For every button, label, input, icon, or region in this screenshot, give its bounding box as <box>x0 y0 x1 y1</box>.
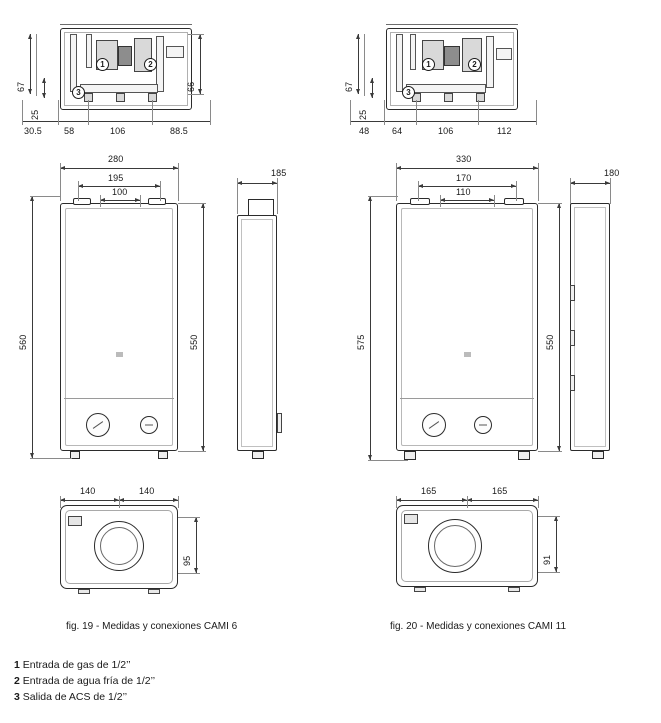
cami6-ext-560a <box>30 196 60 197</box>
legend-text: Salida de ACS de 1/2’’ <box>22 691 128 703</box>
cami6-plan-foot-b <box>148 589 160 594</box>
cami11-dimline-110 <box>440 200 494 201</box>
cami6-ext-185b <box>277 178 278 214</box>
cami11-pipe-b <box>410 34 416 70</box>
cami6-ext-140b <box>178 496 179 508</box>
cami11-dim-180: 180 <box>604 168 620 178</box>
cami6-callout-3: 3 <box>72 86 85 99</box>
cami6-arrow-25-bot <box>42 93 46 98</box>
cami11-dimline-165a <box>396 500 467 501</box>
cami6-ext-95a <box>178 517 200 518</box>
cami11-plan-left-detail <box>404 514 418 524</box>
legend <box>14 657 155 705</box>
cami6-side-tab <box>277 413 282 433</box>
cami6-ext-550a <box>178 203 206 204</box>
cami6-dimline-100 <box>100 200 140 201</box>
cami6-caption: fig. 19 - Medidas y conexiones CAMI 6 <box>66 621 238 632</box>
cami6-dim-58: 58 <box>64 126 75 136</box>
cami11-front-tophandle-right <box>504 198 524 205</box>
cami6-front-knob-left <box>86 413 110 437</box>
cami6-callout-1: 1 <box>96 58 109 71</box>
cami6-front-body <box>60 203 178 451</box>
cami11-callout-1: 1 <box>422 58 435 71</box>
cami6-side-flue <box>248 199 274 216</box>
cami11-callout-2: 2 <box>468 58 481 71</box>
cami6-ext-100b <box>140 195 141 207</box>
cami6-dim-140-right: 140 <box>139 486 155 496</box>
cami11-ext-110b <box>494 195 495 207</box>
cami11-ext-c4 <box>536 100 537 125</box>
cami11-ext-330b <box>538 163 539 201</box>
cami6-dimline-280 <box>60 168 178 169</box>
cami6-arrow-25-top <box>42 78 46 83</box>
cami11-arrow-25-t <box>370 78 374 83</box>
cami11-dim-575: 575 <box>356 334 366 350</box>
cami6-arrow-67-bot <box>28 89 32 94</box>
cami6-dim-95: 95 <box>182 555 192 566</box>
cami11-dimline-330 <box>396 168 538 169</box>
cami11-dimline-180 <box>570 183 610 184</box>
cami6-dim-66: 66 <box>186 81 196 92</box>
cami11-ext-550ra <box>538 203 562 204</box>
cami6-ext-c4 <box>210 100 211 125</box>
legend-number: 1 <box>14 659 20 671</box>
cami6-conn-2 <box>116 93 125 102</box>
cami6-front-badge <box>116 352 123 357</box>
cami6-front-foot-right <box>158 451 168 459</box>
cami6-front-tophandle-left <box>73 198 91 205</box>
cami6-dimline-66 <box>200 34 201 94</box>
cami6-ext-c1 <box>58 100 59 125</box>
cami11-front-panel-divider <box>400 398 534 399</box>
legend-text: Entrada de gas de 1/2’’ <box>22 659 131 671</box>
cami6-ext-140a <box>60 496 61 508</box>
cami11-dim-67: 67 <box>344 81 354 92</box>
cami11-dim-165-right: 165 <box>492 486 508 496</box>
cami11-ext-550rb <box>538 451 562 452</box>
cami6-dim-560: 560 <box>18 334 28 350</box>
legend-item <box>14 673 155 689</box>
cami6-dim-195: 195 <box>108 173 124 183</box>
cami6-dimline-560 <box>32 196 33 458</box>
cami6-dim-25: 25 <box>30 109 40 120</box>
cami6-dimline-140b <box>119 500 178 501</box>
cami11-dim-110: 110 <box>456 187 471 197</box>
cami6-ext-c3 <box>152 100 153 125</box>
cami6-dim-88-5: 88.5 <box>170 126 188 136</box>
cami11-dimchain <box>350 121 536 122</box>
cami6-ext-c2 <box>88 100 89 125</box>
cami11-ext-180a <box>570 178 571 204</box>
cami11-front-body <box>396 203 538 451</box>
cami11-ext-170a <box>418 181 419 201</box>
cami6-manifold <box>80 84 158 93</box>
cami6-side-inner <box>241 219 273 447</box>
cami6-ext-195a <box>78 181 79 201</box>
cami11-dim-106: 106 <box>438 126 454 136</box>
cami6-dimline-550 <box>203 203 204 451</box>
cami6-front-panel-divider <box>64 398 174 399</box>
cami6-block-b <box>118 46 132 66</box>
cami11-front-knob-right <box>474 416 492 434</box>
cami6-ext-h66b <box>188 94 204 95</box>
legend-item <box>14 657 155 673</box>
cami11-dim-330: 330 <box>456 154 472 164</box>
cami11-dim-112: 112 <box>497 126 512 136</box>
cami6-dim-140-left: 140 <box>80 486 96 496</box>
cami11-side-slot-c <box>570 375 575 391</box>
cami6-dim-185: 185 <box>271 168 287 178</box>
cami11-side-inner <box>574 207 606 447</box>
cami6-detail-topline <box>60 24 192 25</box>
cami6-front-knob-right <box>140 416 158 434</box>
cami6-ext-195b <box>160 181 161 201</box>
cami11-block-b <box>444 46 460 66</box>
cami11-ext-91b <box>538 572 560 573</box>
cami11-dimline-550 <box>559 203 560 451</box>
cami11-dimline-67 <box>358 34 359 94</box>
cami6-dimline-140a <box>60 500 119 501</box>
cami11-front-knob-left <box>422 413 446 437</box>
cami11-dim-48: 48 <box>359 126 370 136</box>
cami11-front-foot-right <box>518 451 530 460</box>
cami11-arrow-67-b <box>356 89 360 94</box>
cami6-plan-left-detail <box>68 516 82 526</box>
cami6-dimline-67 <box>30 34 31 94</box>
legend-item <box>14 689 155 705</box>
cami11-front-badge <box>464 352 471 357</box>
cami6-dim-550: 550 <box>189 334 199 350</box>
cami11-plan-foot-b <box>508 587 520 592</box>
cami6-pipe-d <box>166 46 184 58</box>
cami11-ext-575a <box>368 196 398 197</box>
cami6-ext-100a <box>100 195 101 207</box>
cami11-pipe-c <box>486 36 494 88</box>
cami11-ext-c2 <box>416 100 417 125</box>
cami11-ext-91a <box>538 516 560 517</box>
cami11-dim-91: 91 <box>542 554 552 565</box>
cami6-dimchain <box>22 121 210 122</box>
cami6-ext-h66a <box>188 34 204 35</box>
cami11-manifold <box>406 84 486 93</box>
cami11-side-foot <box>592 451 604 459</box>
cami6-ext-95b <box>178 573 200 574</box>
cami6-arrow-67-top <box>28 34 32 39</box>
cami11-front-foot-left <box>404 451 416 460</box>
cami6-ext-560b <box>30 458 72 459</box>
cami11-dimline-91 <box>556 516 557 572</box>
legend-number: 3 <box>14 691 20 703</box>
cami6-dimline-185 <box>237 183 277 184</box>
cami11-conn-2 <box>444 93 453 102</box>
cami6-callout-2: 2 <box>144 58 157 71</box>
cami6-plan-flue-circle-inner <box>100 527 138 565</box>
cami6-ext-185a <box>237 178 238 214</box>
cami11-ext-c0 <box>350 100 351 125</box>
cami11-caption: fig. 20 - Medidas y conexiones CAMI 11 <box>390 621 567 632</box>
cami11-front-tophandle-left <box>410 198 430 205</box>
cami6-dim-100: 100 <box>112 187 128 197</box>
cami6-ext-280a <box>60 163 61 201</box>
cami6-ext-v1 <box>36 34 37 96</box>
cami11-ext-165a <box>396 496 397 508</box>
legend-text: Entrada de agua fría de 1/2’’ <box>22 675 156 687</box>
cami6-ext-550b <box>178 451 206 452</box>
cami11-arrow-67-t <box>356 34 360 39</box>
cami11-ext-165mid <box>467 496 468 508</box>
cami11-dim-550: 550 <box>545 334 555 350</box>
cami11-ext-110a <box>440 195 441 207</box>
cami11-plan-flue-circle-inner <box>434 525 476 567</box>
cami11-ext-180b <box>610 178 611 204</box>
cami11-side-slot-b <box>570 330 575 346</box>
cami11-detail-topline <box>386 24 518 25</box>
cami6-side-foot <box>252 451 264 459</box>
cami11-ext-c3 <box>478 100 479 125</box>
legend-number: 2 <box>14 675 20 687</box>
cami6-dim-280: 280 <box>108 154 124 164</box>
cami11-ext-165b <box>538 496 539 508</box>
cami11-dim-25: 25 <box>358 109 368 120</box>
cami11-callout-3: 3 <box>402 86 415 99</box>
cami6-pipe-b <box>86 34 92 68</box>
cami6-ext-c0 <box>22 100 23 125</box>
cami11-ext-575b <box>368 460 408 461</box>
cami11-dim-170: 170 <box>456 173 472 183</box>
cami11-side-slot-a <box>570 285 575 301</box>
cami11-dimline-165b <box>467 500 538 501</box>
cami6-dim-106: 106 <box>110 126 126 136</box>
cami11-pipe-a <box>396 34 403 92</box>
cami11-pipe-d <box>496 48 512 60</box>
cami6-ext-140mid <box>119 496 120 508</box>
cami11-arrow-25-b <box>370 93 374 98</box>
cami11-dim-165-left: 165 <box>421 486 437 496</box>
cami6-dim-67: 67 <box>16 81 26 92</box>
cami11-dim-64: 64 <box>392 126 403 136</box>
cami11-ext-c1 <box>384 100 385 125</box>
cami11-plan-foot-a <box>414 587 426 592</box>
cami6-pipe-a <box>70 34 77 92</box>
cami11-ext-170b <box>516 181 517 201</box>
cami11-dimline-575 <box>370 196 371 460</box>
cami6-plan-foot-a <box>78 589 90 594</box>
cami6-ext-280b <box>178 163 179 201</box>
cami6-dimline-95 <box>196 517 197 573</box>
cami11-ext-v1 <box>364 34 365 96</box>
cami6-dim-30-5: 30.5 <box>24 126 42 136</box>
cami6-front-tophandle-right <box>148 198 166 205</box>
